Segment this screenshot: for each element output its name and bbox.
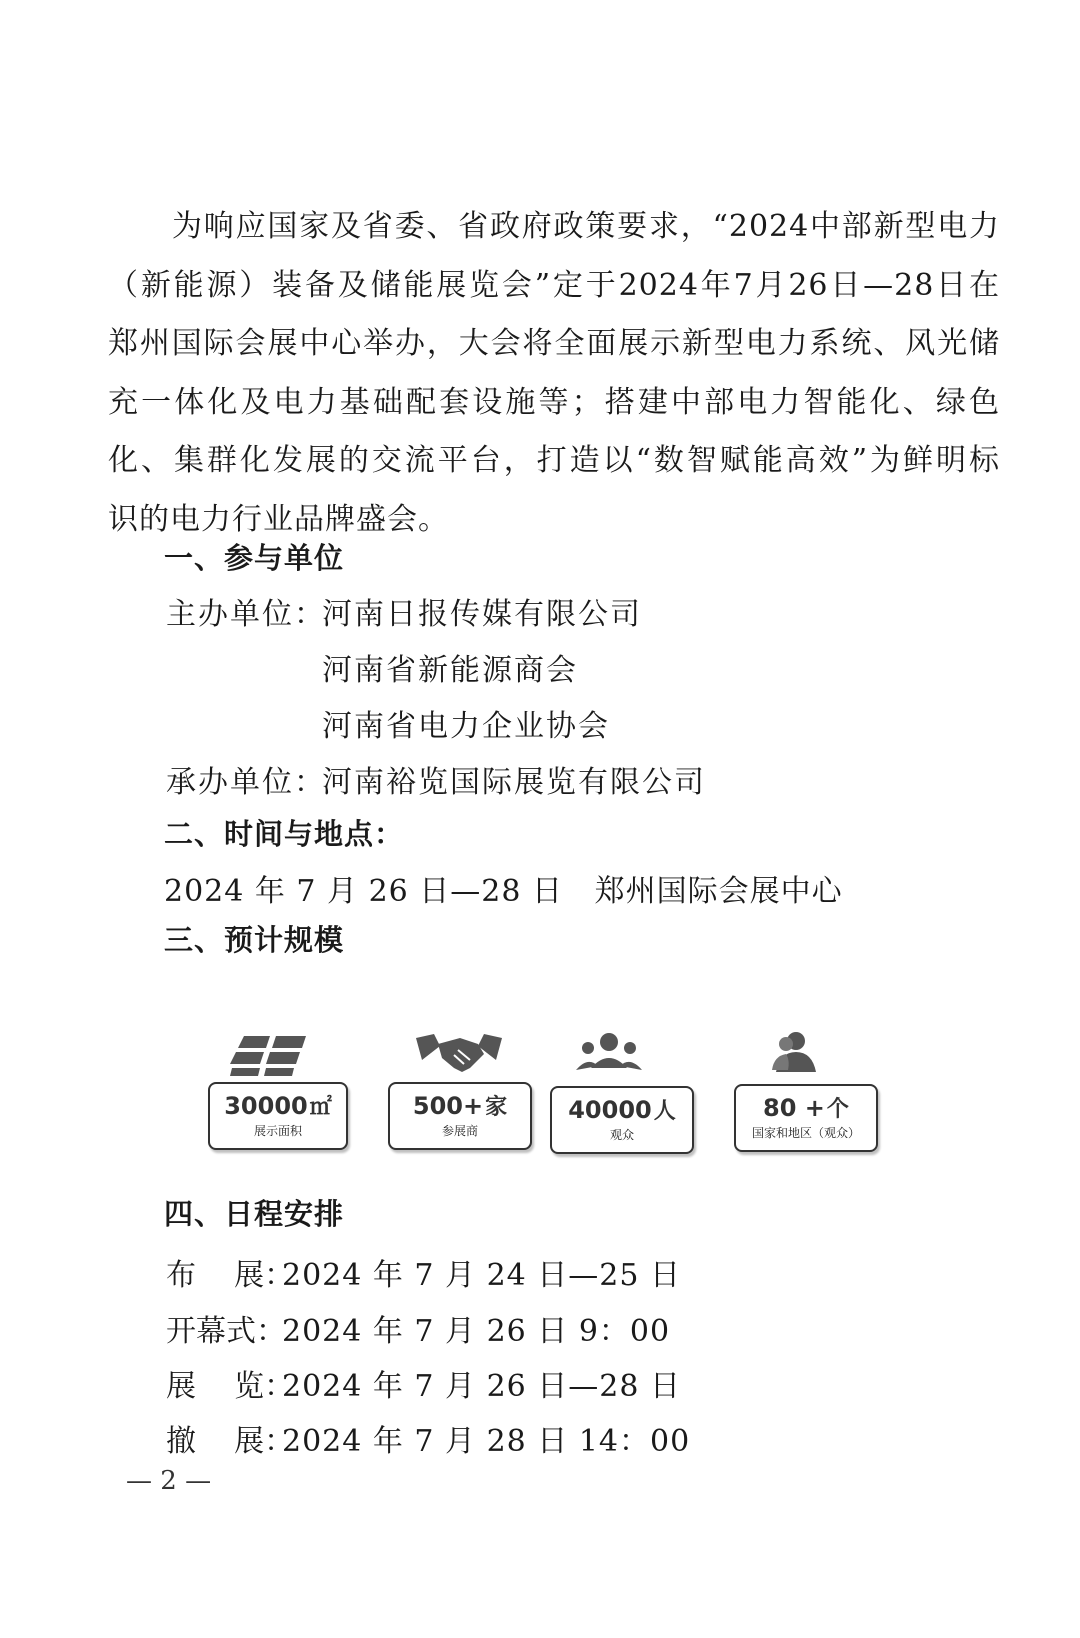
time-location: 2024 年 7 月 26 日—28 日 郑州国际会展中心 [164,874,843,909]
host-3: 河南省电力企业协会 [322,709,610,744]
schedule-label: 展 览： [166,1369,295,1404]
intro-line: 化、集群化发展的交流平台，打造以“数智赋能高效”为鲜明标 [108,443,1000,478]
stat-area [208,1082,348,1150]
schedule-label: 布 展： [166,1258,295,1293]
organizer-label: 承办单位： [166,765,326,800]
person-icon [750,1030,840,1074]
section2-heading: 二、时间与地点： [164,817,405,851]
section1-heading: 一、参与单位 [164,541,345,575]
stat-exhibitors [388,1082,532,1150]
stat-unit: ㎡ [309,1095,332,1120]
schedule-value: 2024 年 7 月 26 日 9：00 [282,1314,671,1349]
intro-line: 为响应国家及省委、省政府政策要求，“2024中部新型电力 [172,209,1000,244]
stat-countries [734,1084,878,1152]
stat-unit: 家 [485,1095,508,1120]
stat-value: 30000 [224,1092,308,1120]
stat-label: 国家和地区（观众） [751,1126,860,1140]
stat-label: 观众 [609,1128,634,1142]
stat-label: 参展商 [441,1124,478,1138]
handshake-icon [414,1030,504,1074]
host-label: 主办单位： [166,597,326,632]
intro-line: 识的电力行业品牌盛会。 [108,501,449,537]
intro-paragraph [108,198,1000,549]
audience-icon [564,1030,654,1074]
stat-value: 500+ [412,1092,484,1120]
page-number: — 2 — [126,1466,212,1496]
schedule-value: 2024 年 7 月 24 日—25 日 [282,1258,681,1293]
section3-heading: 三、预计规模 [164,923,345,957]
section4-heading: 四、日程安排 [164,1197,345,1231]
schedule-label: 撤 展： [166,1424,295,1459]
host-2: 河南省新能源商会 [322,653,578,688]
stat-label: 展示面积 [253,1124,302,1138]
schedule-value: 2024 年 7 月 26 日—28 日 [282,1369,681,1404]
stat-unit: 人 [653,1099,676,1124]
stat-value: 40000 [568,1096,652,1124]
solar-panel-icon [230,1034,320,1078]
stat-visitors [550,1086,694,1154]
stat-value: 80 + [763,1094,825,1122]
schedule-label: 开幕式： [166,1314,286,1349]
schedule-value: 2024 年 7 月 28 日 14：00 [282,1424,691,1459]
stat-unit: 个 [826,1097,849,1122]
intro-line: 充一体化及电力基础配套设施等；搭建中部电力智能化、绿色 [108,384,1000,420]
host-1: 河南日报传媒有限公司 [322,597,642,632]
intro-line: 郑州国际会展中心举办，大会将全面展示新型电力系统、风光储 [108,326,1000,361]
intro-line: （新能源）装备及储能展览会”定于2024年7月26日—28日在 [108,267,1000,303]
organizer: 河南裕览国际展览有限公司 [322,765,706,800]
